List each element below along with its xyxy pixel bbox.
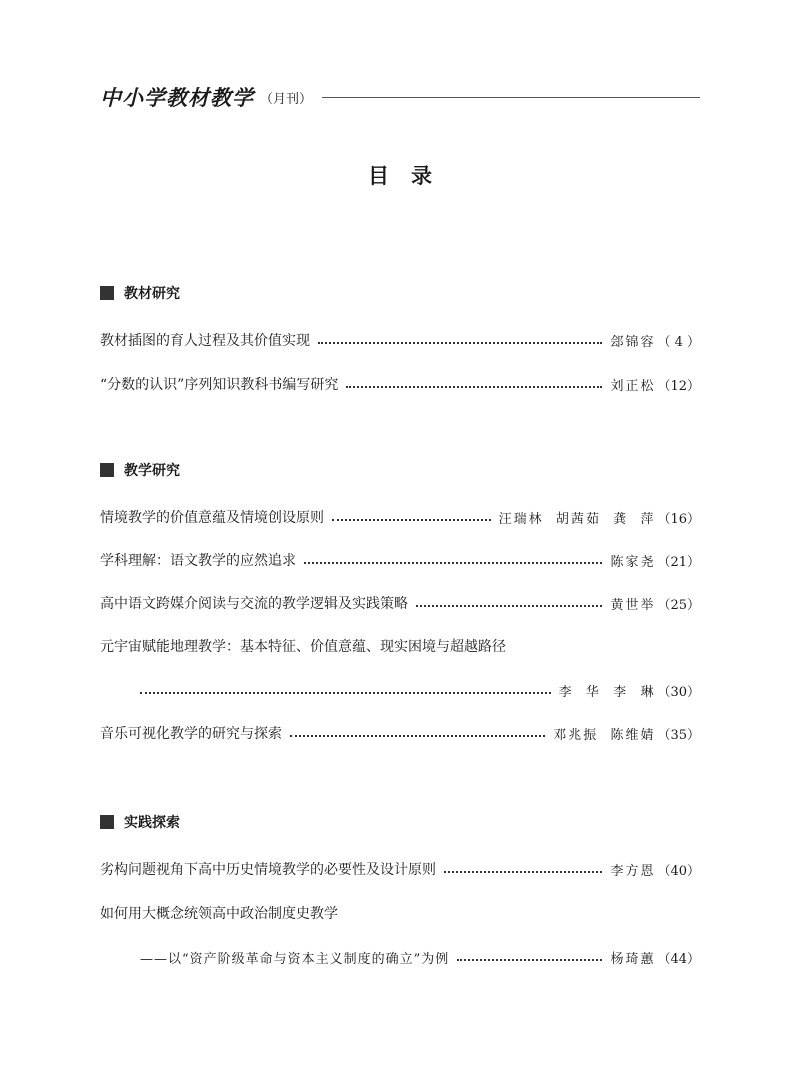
toc-entry[interactable] [100,328,700,350]
section-header [100,282,700,304]
entry-page: （30） [657,685,700,700]
journal-frequency: （月刊） [260,91,313,107]
section-title: 教材研究 [124,286,180,302]
toc-entry[interactable] [100,548,700,570]
dot-leader [457,959,602,961]
entry-page: （ 4 ） [657,335,700,350]
toc-entry[interactable] [100,505,700,527]
entry-title: 音乐可视化教学的研究与探索 [100,726,282,742]
entry-author: 汪瑞林 胡茜茹 龚 萍 [498,512,656,527]
entry-title: 情境教学的价值意蕴及情境创设原则 [100,510,324,526]
section-header [100,811,700,833]
entry-author: 李方恩 [610,864,656,879]
entry-page: （16） [657,512,700,527]
dot-leader [416,605,602,607]
header-divider [322,97,700,98]
entry-author: 邓兆振 陈维婧 [553,728,656,743]
toc-entry-subtitle-line[interactable] [100,945,700,967]
dot-leader [346,386,602,388]
entry-title: 如何用大概念统领高中政治制度史教学 [100,906,338,922]
entry-page: （21） [657,555,700,570]
toc-entry-title-line[interactable] [100,901,700,923]
entry-title: 劣构问题视角下高中历史情境教学的必要性及设计原则 [100,862,436,878]
section-textbook-research [100,282,700,394]
entry-page: （35） [657,728,700,743]
dot-leader [140,692,551,694]
page-title: 目录 [368,163,454,188]
section-teaching-research [100,459,700,743]
toc-entry[interactable] [100,721,700,743]
entry-author: 黄世举 [610,598,656,613]
entry-author: 刘正松 [610,379,656,394]
entry-author: 陈家尧 [610,555,656,570]
entry-subtitle: ——以“资产阶级革命与资本主义制度的确立”为例 [140,952,450,967]
square-bullet-icon [100,286,114,300]
toc-entry[interactable] [100,591,700,613]
toc-entry[interactable] [100,372,700,394]
section-header [100,459,700,481]
dot-leader [318,342,602,344]
entry-title: 教材插图的育人过程及其价值实现 [100,333,310,349]
dot-leader [444,871,602,873]
dot-leader [332,519,491,521]
dot-leader [290,735,545,737]
journal-header [100,84,700,110]
entry-page: （44） [657,952,700,967]
entry-author: 郐锦容 [610,335,656,350]
entry-title: 元宇宙赋能地理教学：基本特征、价值意蕴、现实困境与超越路径 [100,639,506,655]
entry-page: （25） [657,598,700,613]
entry-title: 高中语文跨媒介阅读与交流的教学逻辑及实践策略 [100,596,408,612]
toc-entry-title-line[interactable] [100,634,700,656]
section-title: 实践探索 [124,815,180,831]
entry-author: 杨琦蕙 [610,952,656,967]
square-bullet-icon [100,463,114,477]
entry-title: 学科理解：语文教学的应然追求 [100,553,296,569]
entry-page: （12） [657,379,700,394]
journal-name: 中小学教材教学 [100,86,254,110]
section-title: 教学研究 [124,463,180,479]
entry-title: “分数的认识”序列知识教科书编写研究 [100,377,339,393]
entry-page: （40） [657,864,700,879]
entry-author: 李 华 李 琳 [558,685,656,700]
dot-leader [304,562,602,564]
toc-entry-continuation[interactable] [100,678,700,700]
section-practice-exploration [100,811,700,967]
toc-entry[interactable] [100,857,700,879]
square-bullet-icon [100,815,114,829]
